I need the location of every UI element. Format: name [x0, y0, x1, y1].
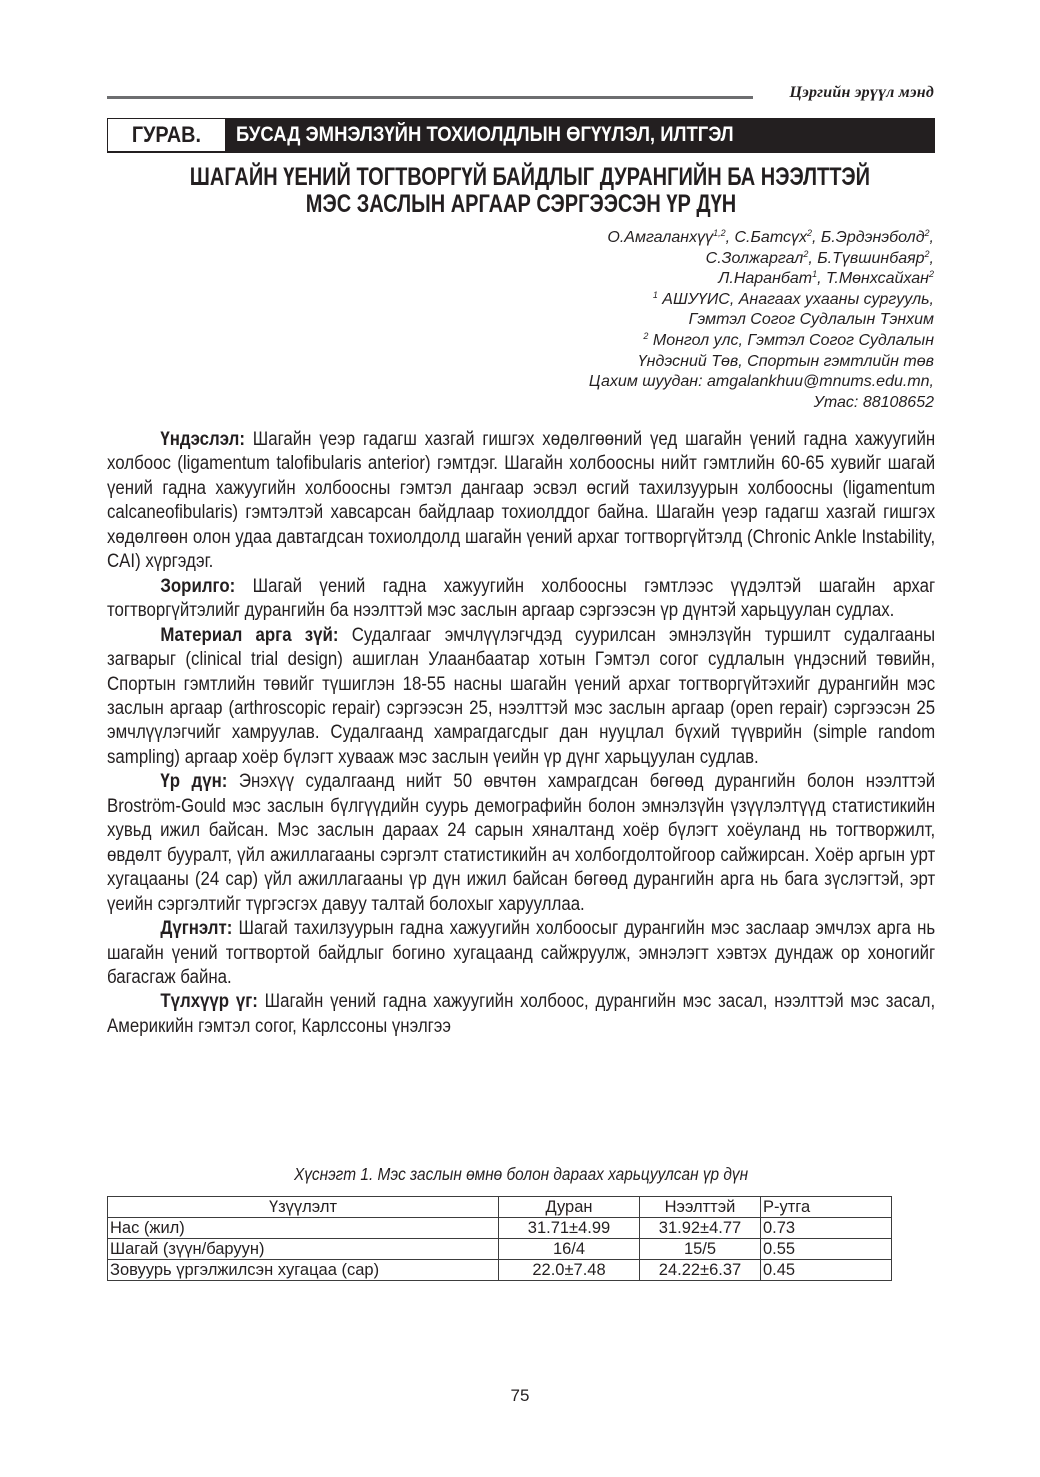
paragraph-text: Энэхүү судалгаанд нийт 50 өвчтөн хамрагдсан бөгөөд дурангийн болон нээлттэй Broström-Gould мэс заслын бүлгүүдийн суурь демографийн болон эмнэлзүйн үзүүлэлтүүд статистикийн хувьд ижил байсан. Мэс заслын дараах 24 сарын хяналтанд хоёр бүлэгт хоёуланд нь тогтворжилт, өвдөлт бууралт, үйл ажиллагааны сэргэлт статистикийн ач холбогдолтойгоор сайжирсан. Хоёр аргын урт хугацааны (24 сар) үйл ажиллагааны үр дүн ижил байсан бөгөөд дурангийн арга нь бага зүслэгтэй, эрт үеийн сэргэлтийг түргэсгэх давуу талтай болохыг харууллаа. [107, 770, 936, 915]
author-name: Б.Эрдэнэболд [820, 229, 925, 246]
author-affiliation-mark: 2 [928, 269, 934, 280]
abstract-conclusion [107, 916, 935, 989]
affiliation-line: Гэмтэл Согог Судлалын Тэнхим [688, 311, 934, 329]
paragraph-lead: Үндэслэл: [160, 428, 245, 450]
paragraph-lead: Материал арга зүй: [160, 623, 339, 646]
author-line: С.Золжаргал$^2$, Б.Түвшинбаяр$^2$, [705, 248, 934, 267]
phone-label: Утас: [813, 393, 859, 411]
table-cell: 16/4 [499, 1239, 640, 1260]
table-cell: 22.0±7.48 [499, 1260, 640, 1281]
paragraph-text: Шагайн үений гадна хажуугийн холбоос, дурангийн мэс засал, нээлттэй мэс засал, Америкийн гэмтэл согог, Карлссоны үнэлгээ [107, 990, 936, 1037]
affiliation-text: Монгол улс, Гэмтэл Согог Судлалын [652, 331, 934, 349]
phone-number: 88108652 [862, 393, 934, 411]
table-caption-text: Хүснэгт 1. Мэс заслын өмнө болон дараах харьцуулсан үр дүн [293, 1164, 749, 1184]
table-cell: 15/5 [640, 1239, 761, 1260]
affiliation-line [334, 290, 934, 311]
table-cell: 0.55 [761, 1239, 892, 1260]
paragraph-text: Шагай үений гадна хажуугийн холбоосны гэмтлээс үүдэлтэй шагайн архаг тогтворгүйтэлийг дурангийн ба нээлттэй мэс заслын аргаар сэргээсэн үр дүнтэй харьцуулан судлах. [107, 574, 936, 622]
article-title-line: МЭС ЗАСЛЫН АРГААР СЭРГЭЭСЭН ҮР ДҮН [305, 190, 737, 218]
section-number-box [108, 119, 226, 151]
author-name: Л.Наранбат [718, 270, 813, 288]
author-name: С.Батсүх [734, 229, 807, 246]
affiliation-line [334, 331, 934, 352]
abstract-results [107, 769, 935, 916]
author-affiliation-mark: 2 [803, 248, 809, 259]
table-header-cell: Үзүүлэлт [108, 1197, 499, 1218]
abstract-keywords [107, 989, 935, 1038]
contact-phone-line [334, 393, 934, 414]
author-affiliation-mark: 1,2 [713, 228, 726, 238]
affiliation-mark: 2 [643, 330, 649, 341]
table-cell: Нас (жил) [108, 1218, 499, 1239]
table-cell: 31.92±4.77 [640, 1218, 761, 1239]
paragraph-lead: Зорилго: [160, 574, 236, 597]
table-row [108, 1260, 892, 1281]
table-cell: 31.71±4.99 [499, 1218, 640, 1239]
author-line: О.Амгаланхүү$^{1,2}$, С.Батсүх$^2$, Б.Эрдэнэболд$^2$, [607, 228, 934, 246]
table-header-cell: Нээлттэй [640, 1197, 761, 1218]
section-title: БУСАД ЭМНЭЛЗҮЙН ТОХИОЛДЛЫН ӨГҮҮЛЭЛ, ИЛТГЭЛ [236, 123, 734, 146]
table-caption [107, 1164, 935, 1185]
abstract-methods [107, 623, 935, 770]
author-block [334, 228, 934, 413]
article-title-line: ШАГАЙН ҮЕНИЙ ТОГТВОРГҮЙ БАЙДЛЫГ ДУРАНГИЙН БА НЭЭЛТТЭЙ [189, 163, 871, 191]
results-table [107, 1196, 892, 1281]
contact-email-line [334, 372, 934, 393]
table-cell: 0.73 [761, 1218, 892, 1239]
author-name: С.Золжаргал [705, 249, 804, 267]
abstract [107, 427, 935, 1038]
table-cell: 24.22±6.37 [640, 1260, 761, 1281]
article-title [107, 164, 935, 218]
paragraph-text: Шагай тахилзуурын гадна хажуугийн холбоосыг дурангийн мэс заслаар эмчлэх арга нь шагайн үений тогтвортой байдлыг богино хугацаанд сайжруулж, эмнэлэгт хэвтэх дундаж ор хоногийг багасгаж байна. [107, 917, 936, 988]
author-line: Л.Наранбат$^1$, Т.Мөнхсайхан$^2$ [718, 269, 934, 288]
section-number: ГУРАВ. [131, 122, 202, 147]
table-cell: Шагай (зүүн/баруун) [108, 1239, 499, 1260]
journal-name: Цэргийн эрүүл мэнд [789, 84, 934, 101]
table-header-cell: P-утга [761, 1197, 892, 1218]
affiliation-mark: 1 [652, 289, 658, 300]
author-affiliation-mark: 2 [806, 228, 812, 238]
abstract-background [107, 427, 935, 574]
table-header-cell: Дуран [499, 1197, 640, 1218]
author-affiliation-mark: 1 [812, 269, 818, 280]
table-cell: Зовуурь үргэлжилсэн хугацаа (сар) [108, 1260, 499, 1281]
author-name: О.Амгаланхүү [607, 229, 714, 246]
table-cell: 0.45 [761, 1260, 892, 1281]
paragraph-lead: Үр дүн: [160, 770, 228, 793]
paragraph-lead: Дүгнэлт: [160, 917, 233, 940]
section-band [107, 118, 935, 153]
abstract-objective [107, 574, 935, 623]
affiliation-line: Үндэсний Төв, Спортын гэмтлийн төв [637, 352, 934, 370]
page-number: 75 [510, 1386, 530, 1405]
paragraph-text: Судалгааг эмчлүүлэгчдэд суурилсан эмнэлзүйн туршилт судалгааны загварыг (clinical trial design) ашиглан Улаанбаатар хотын Гэмтэл согог судлалын үндэсний төвийн, Спортын гэмтлийн төвийг түшиглэн 18-55 насны шагайн үений архаг тогтворгүйтэхийг дурангийн мэс заслын аргаар (arthroscopic repair) сэргээсэн 25, нээлттэй мэс заслын аргаар (open repair) сэргээсэн 25 эмчлүүлэгчийг хамруулав. Судалгаанд хамрагдагсдыг дан нууцлал бүхий түүврийн (simple random sampling) аргаар хоёр бүлэгт хувааж мэс заслын үеийн үр дүнг харьцуулан судлав. [107, 623, 936, 768]
email-label: Цахим шуудан: [588, 373, 703, 391]
table-row [108, 1218, 892, 1239]
email-link[interactable]: amgalankhuu@mnums.edu.mn, [706, 373, 934, 391]
paragraph-text: Шагайн үеэр гадагш хазгай гишгэх хөдөлгөөний үед шагайн үений гадна хажуугийн холбоос (ligamentum talofibularis anterior) гэмтдэг. Шагайн холбоосны нийт гэмтлийн 60-65 хувийг шагай үений гадна хажуугийн холбоосны гэмтэл дангаар эсвэл өсгий тахилзуурын холбоосны (ligamentum calcaneofibularis) гэмтэлтэй хавсарсан байдлаар тохиолддог байна. Шагайн үеэр гадагш хазгай гишгэх хөдөлгөөн олон удаа давтагдсан тохиолдолд шагайн үений архаг тогтворгүйтэлд (Chronic Ankle Instability, CAI) хүргэдэг. [107, 428, 936, 573]
author-name: Т.Мөнхсайхан [826, 270, 929, 288]
author-name: Б.Түвшинбаяр [817, 249, 925, 267]
affiliation-text: АШУҮИС, Анагаах ухааны сургууль, [662, 290, 934, 308]
author-affiliation-mark: 2 [924, 248, 930, 259]
author-affiliation-mark: 2 [924, 228, 930, 238]
running-header-rule [107, 96, 753, 99]
table-row [108, 1239, 892, 1260]
paragraph-lead: Түлхүүр үг: [160, 990, 258, 1013]
table-header-row [108, 1197, 892, 1218]
